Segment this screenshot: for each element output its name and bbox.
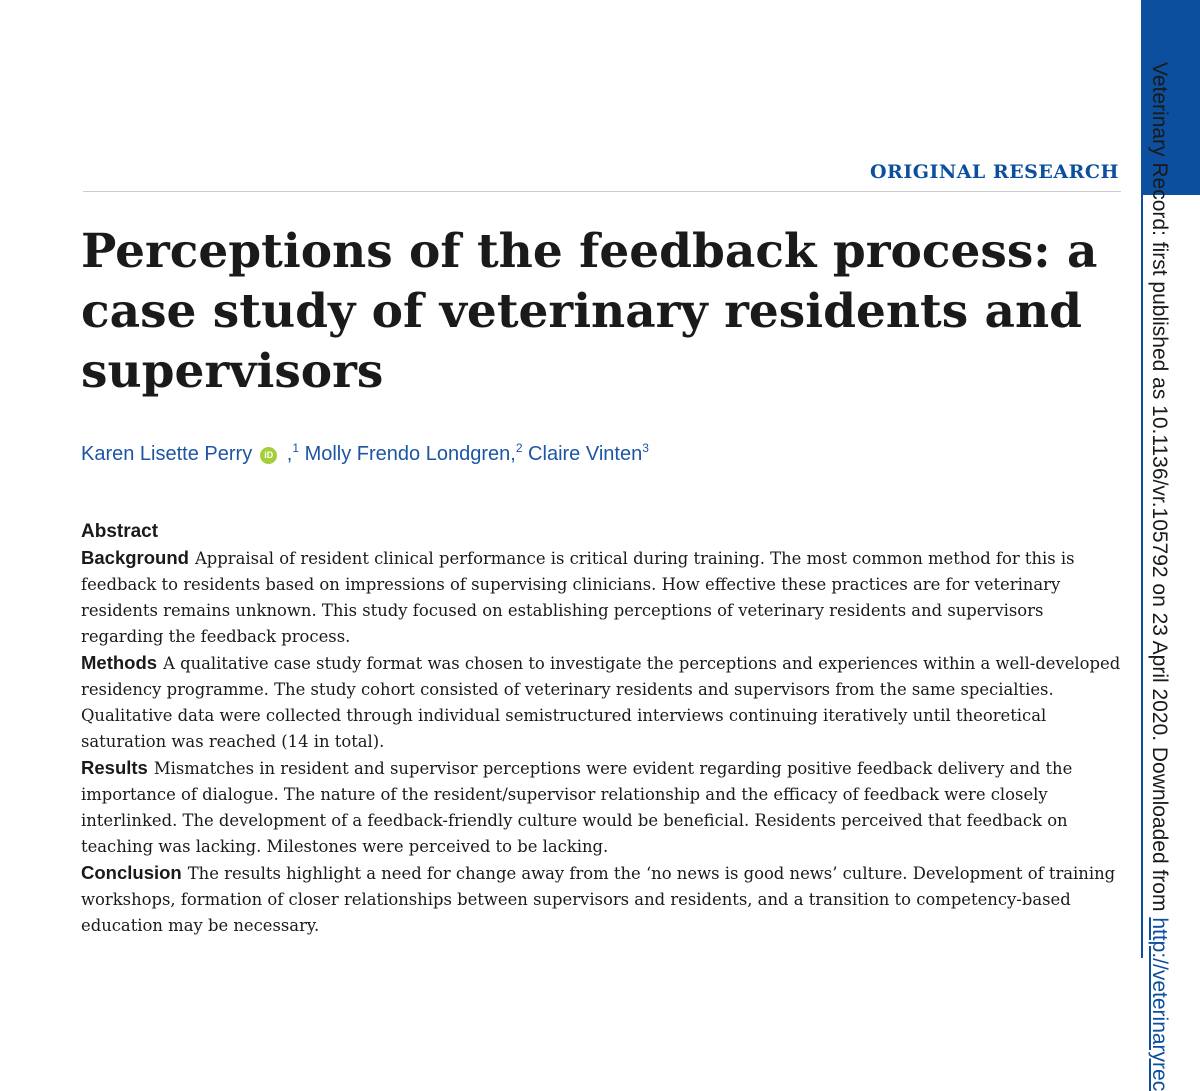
abstract-section-text: The results highlight a need for change away from the ‘no news is good news’ culture. Development of training workshops, formation of closer relationships between supervisors and residents, and a transition to competency-based education may be necessary. bbox=[81, 864, 1116, 935]
abstract-section-label: Conclusion bbox=[81, 862, 182, 883]
side-citation-link[interactable]: http://veterinaryrec bbox=[1148, 917, 1171, 1091]
affiliation-marker: 2 bbox=[515, 441, 523, 455]
abstract-section-text: A qualitative case study format was chosen to investigate the perceptions and experiences within a well-developed residency programme. The study cohort consisted of veterinary residents and supervisors from the same specialties. Qualitative data were collected through individual semistructured interviews continuing iteratively until theoretical saturation was reached (14 in total). bbox=[81, 654, 1121, 751]
author-name[interactable]: Claire Vinten bbox=[522, 443, 643, 465]
abstract-section-label: Methods bbox=[81, 652, 158, 673]
abstract-heading: Abstract bbox=[81, 521, 159, 542]
section-divider bbox=[83, 191, 1121, 192]
author-separator: , bbox=[281, 443, 293, 465]
author-name[interactable]: Molly Frendo Londgren, bbox=[299, 443, 516, 465]
side-citation-text: Veterinary Record: first published as 10.1136/vr.105792 on 23 April 2020. Downloaded from bbox=[1148, 62, 1171, 918]
article-title: Perceptions of the feedback process: a case study of veterinary residents and supervisors bbox=[81, 224, 1098, 399]
affiliation-marker: 3 bbox=[642, 441, 649, 455]
affiliation-marker: 1 bbox=[292, 441, 300, 455]
abstract-section-text: Mismatches in resident and supervisor perceptions were evident regarding positive feedback delivery and the importance of dialogue. The nature of the resident/supervisor relationship and the efficacy of feedback were closely interlinked. The development of a feedback-friendly culture would be beneficial. Residents perceived that feedback on teaching was lacking. Milestones were perceived to be lacking. bbox=[81, 759, 1073, 856]
abstract-section-label: Background bbox=[81, 547, 189, 568]
side-citation-strip bbox=[1149, 62, 1170, 1091]
abstract-section-text: Appraisal of resident clinical performance is critical during training. The most common method for this is feedback to residents based on impressions of supervising clinicians. How effective these practices are for veterinary residents remains unknown. This study focused on establishing perceptions of veterinary residents and supervisors regarding the feedback process. bbox=[81, 549, 1075, 646]
abstract-section-background bbox=[81, 545, 1126, 650]
section-label: ORIGINAL RESEARCH bbox=[869, 161, 1119, 183]
abstract-section-results bbox=[81, 755, 1126, 860]
abstract-section-conclusion bbox=[81, 860, 1126, 939]
orcid-icon[interactable]: iD bbox=[260, 447, 277, 464]
abstract-section-methods bbox=[81, 650, 1126, 755]
abstract bbox=[81, 519, 1126, 939]
author-list bbox=[81, 441, 649, 466]
author-name[interactable]: Karen Lisette Perry bbox=[81, 443, 253, 465]
side-rule bbox=[1141, 195, 1143, 958]
abstract-section-label: Results bbox=[81, 757, 148, 778]
